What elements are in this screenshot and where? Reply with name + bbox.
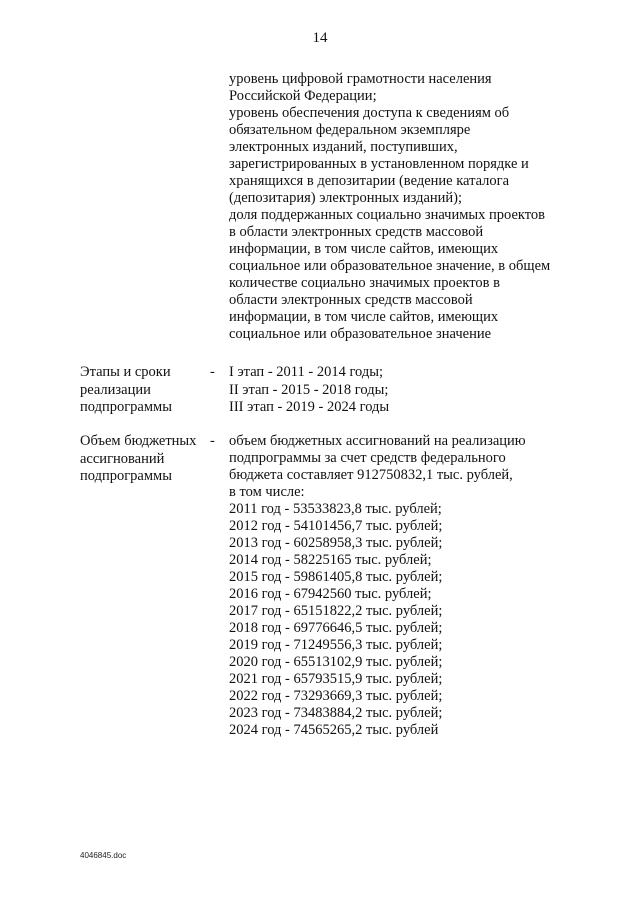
budget-line: 2018 год - 69776646,5 тыс. рублей; — [229, 620, 443, 636]
indicator-line: информации, в том числе сайтов, имеющих — [229, 241, 499, 257]
stage-line: I этап - 2011 - 2014 годы; — [229, 364, 384, 380]
stages-label — [80, 364, 198, 417]
indicator-line: уровень обеспечения доступа к сведениям об — [229, 105, 510, 121]
stages-dash: - — [210, 364, 215, 380]
budget-line: 2020 год - 65513102,9 тыс. рублей; — [229, 654, 443, 670]
budget-line: 2014 год - 58225165 тыс. рублей; — [229, 552, 432, 568]
budget-line: 2022 год - 73293669,3 тыс. рублей; — [229, 688, 443, 704]
indicator-line: Российской Федерации; — [229, 88, 377, 104]
indicator-line: хранящихся в депозитарии (ведение каталога — [229, 173, 510, 189]
budget-line: 2015 год - 59861405,8 тыс. рублей; — [229, 569, 443, 585]
indicator-line: количестве социально значимых проектов в — [229, 275, 500, 291]
indicator-line: доля поддержанных социально значимых проектов — [229, 207, 545, 223]
document-filename: 4046845.doc — [80, 851, 127, 860]
budget-line: 2023 год - 73483884,2 тыс. рублей; — [229, 705, 443, 721]
budget-text — [229, 433, 559, 739]
indicator-line: социальное или образовательное значение — [229, 326, 492, 342]
budget-line: 2024 год - 74565265,2 тыс. рублей — [229, 722, 439, 738]
budget-label-line: ассигнований — [80, 450, 165, 467]
stages-label-line: реализации — [80, 381, 151, 398]
budget-line: бюджета составляет 912750832,1 тыс. рублей, — [229, 467, 513, 483]
indicator-line: в области электронных средств массовой — [229, 224, 484, 240]
budget-line: 2017 год - 65151822,2 тыс. рублей; — [229, 603, 443, 619]
budget-dash: - — [210, 433, 215, 449]
budget-line: 2016 год - 67942560 тыс. рублей; — [229, 586, 432, 602]
stage-line: III этап - 2019 - 2024 годы — [229, 399, 390, 415]
indicator-line: электронных изданий, поступивших, — [229, 139, 458, 155]
stage-line: II этап - 2015 - 2018 годы; — [229, 381, 389, 398]
stages-text — [229, 364, 559, 417]
budget-label — [80, 433, 198, 486]
budget-line: в том числе: — [229, 484, 305, 500]
indicator-line: уровень цифровой грамотности населения — [229, 71, 492, 87]
stages-label-line: подпрограммы — [80, 399, 172, 415]
budget-line: подпрограммы за счет средств федерального — [229, 450, 506, 466]
indicator-line: социальное или образовательное значение, в общем — [229, 258, 551, 274]
indicator-line: обязательном федеральном экземпляре — [229, 122, 471, 138]
stages-label-line: Этапы и сроки — [80, 364, 171, 380]
budget-line: 2012 год - 54101456,7 тыс. рублей; — [229, 518, 443, 534]
budget-line: 2013 год - 60258958,3 тыс. рублей; — [229, 535, 443, 551]
budget-line: 2021 год - 65793515,9 тыс. рублей; — [229, 671, 443, 687]
indicator-line: зарегистрированных в установленном порядке и — [229, 156, 529, 172]
indicator-line: (депозитария) электронных изданий); — [229, 190, 463, 206]
indicators-text — [229, 71, 559, 343]
indicator-line: области электронных средств массовой — [229, 292, 473, 308]
budget-line: объем бюджетных ассигнований на реализацию — [229, 433, 526, 449]
budget-line: 2019 год - 71249556,3 тыс. рублей; — [229, 637, 443, 653]
indicator-line: информации, в том числе сайтов, имеющих — [229, 309, 499, 325]
budget-label-line: подпрограммы — [80, 468, 172, 484]
budget-line: 2011 год - 53533823,8 тыс. рублей; — [229, 501, 442, 517]
page-number: 14 — [312, 30, 328, 46]
budget-label-line: Объем бюджетных — [80, 433, 197, 449]
